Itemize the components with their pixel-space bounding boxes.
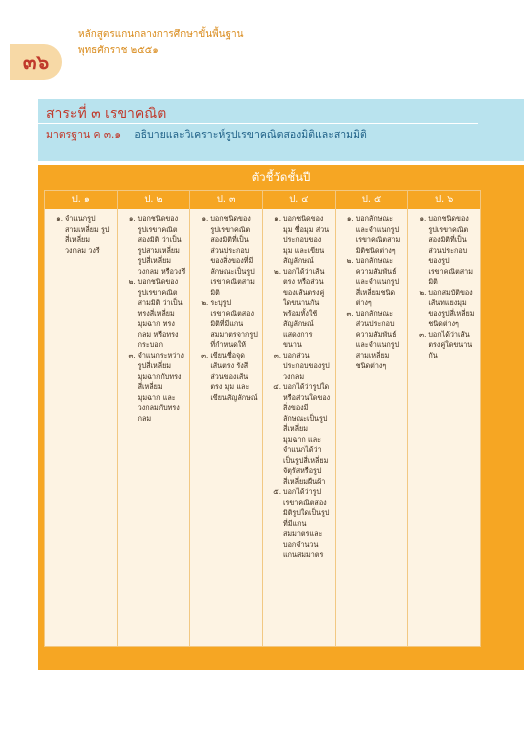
indicator-item — [49, 214, 113, 256]
indicator-item — [122, 214, 186, 277]
indicator-number: ๑. — [201, 214, 209, 223]
grade-label: ป. ๓ — [190, 191, 262, 210]
indicator-text: จำแนกรูปสามเหลี่ยม รูปสี่เหลี่ยม วงกลม วงรี — [65, 214, 110, 255]
indicator-item — [122, 351, 186, 425]
indicator-item — [194, 214, 258, 298]
grade-column — [45, 191, 118, 646]
indicator-item — [267, 351, 331, 383]
indicator-number: ๓. — [419, 329, 427, 339]
indicator-item — [340, 256, 404, 309]
indicator-number: ๑. — [346, 214, 354, 223]
indicator-item — [412, 288, 476, 330]
indicators-grid — [44, 190, 481, 647]
indicator-number: ๕. — [273, 487, 282, 496]
indicator-number: ๓. — [273, 350, 282, 360]
grade-label: ป. ๔ — [263, 191, 335, 210]
indicator-text: บอกสมบัติของเส้นทแยงมุมของรูปสี่เหลี่ยมชนิดต่างๆ — [428, 287, 475, 328]
indicator-number: ๑. — [56, 214, 63, 223]
grade-column — [190, 191, 263, 646]
indicator-text: บอกชนิดของรูปเรขาคณิตสองมิติ ว่าเป็นรูปสามเหลี่ยม รูปสี่เหลี่ยม วงกลม หรือวงรี — [137, 214, 186, 276]
indicator-text: จำแนกระหว่างรูปสี่เหลี่ยมมุมฉากกับทรงสี่เหลี่ยมมุมฉาก และวงกลมกับทรงกลม — [137, 350, 184, 423]
indicator-item — [412, 214, 476, 288]
indicator-text: บอกได้ว่ารูปใดหรือส่วนใดของสิ่งของมีลักษณะเป็นรูปสี่เหลี่ยมมุมฉาก และจำแนกได้ว่าเป็นรูปสี่เหลี่ยมจัตุรัสหรือรูปสี่เหลี่ยมผืนผ้า — [283, 382, 331, 486]
indicator-number: ๒. — [273, 266, 282, 276]
indicator-number: ๑. — [419, 214, 427, 223]
indicator-item — [267, 214, 331, 267]
indicator-list — [45, 210, 117, 256]
indicator-text: บอกส่วนประกอบของรูปวงกลม — [283, 350, 330, 381]
indicator-list — [263, 210, 335, 561]
side-strip — [486, 165, 524, 670]
indicator-number: ๓. — [346, 308, 354, 318]
indicator-text: บอกชนิดของมุม ชื่อมุม ส่วนประกอบของมุม และเขียนสัญลักษณ์ — [283, 214, 330, 265]
section-banner — [38, 99, 524, 161]
indicator-text: บอกได้ว่าเส้นตรงคู่ใดขนานกัน — [428, 329, 473, 360]
indicator-number: ๑. — [274, 214, 282, 223]
grade-label: ป. ๖ — [408, 191, 480, 210]
indicator-number: ๓. — [128, 350, 136, 360]
indicator-text: ระบุรูปเรขาคณิตสองมิติที่มีแกนสมมาตรจากรูปที่กำหนดให้ — [210, 298, 258, 349]
section-divider — [38, 123, 478, 124]
indicator-item — [340, 214, 404, 256]
curriculum-title: หลักสูตรแกนกลางการศึกษาขั้นพื้นฐาน — [78, 29, 244, 40]
indicator-item — [340, 309, 404, 372]
page-number: ๓๖ — [10, 44, 62, 80]
grade-label: ป. ๕ — [336, 191, 408, 210]
indicator-number: ๒. — [346, 256, 354, 265]
indicator-list — [408, 210, 480, 361]
indicator-list — [336, 210, 408, 372]
indicator-number: ๓. — [201, 350, 209, 360]
grade-label: ป. ๒ — [118, 191, 190, 210]
grade-column — [118, 191, 191, 646]
indicator-list — [118, 210, 190, 424]
indicator-item — [267, 487, 331, 561]
grade-column — [408, 191, 480, 646]
section-title: สาระที่ ๓ เรขาคณิต — [46, 106, 167, 122]
indicator-number: ๒. — [128, 277, 136, 286]
indicator-text: เขียนชื่อจุด เส้นตรง รังสี ส่วนของเส้นตรง มุม และเขียนสัญลักษณ์ — [210, 350, 258, 402]
indicator-text: บอกลักษณะส่วนประกอบความสัมพันธ์และจำแนกรูปสามเหลี่ยมชนิดต่างๆ — [355, 308, 400, 370]
standard-line — [46, 126, 367, 143]
indicator-number: ๒. — [201, 298, 209, 307]
table-header: ตัวชี้วัดชั้นปี — [251, 170, 311, 184]
indicators-table — [38, 165, 524, 670]
indicator-item — [412, 330, 476, 362]
grade-column — [263, 191, 336, 646]
running-header — [78, 28, 243, 58]
indicator-text: บอกชนิดของรูปเรขาคณิตสามมิติ ว่าเป็นทรงสี่เหลี่ยมมุมฉาก ทรงกลม หรือทรงกระบอก — [137, 277, 183, 349]
indicator-text: บอกชนิดของรูปเรขาคณิตสองมิติที่เป็นส่วนประกอบของรูปเรขาคณิตสามมิติ — [428, 214, 473, 286]
indicator-item — [194, 298, 258, 351]
grade-label: ป. ๑ — [45, 191, 117, 210]
indicator-text: บอกได้ว่าเส้นตรง หรือส่วนของเส้นตรงคู่ใดขนานกันพร้อมทั้งใช้สัญลักษณ์แสดงการขนาน — [283, 266, 325, 349]
indicator-item — [267, 267, 331, 351]
indicator-list — [190, 210, 262, 403]
indicator-text: บอกชนิดของรูปเรขาคณิตสองมิติที่เป็นส่วนประกอบของสิ่งของที่มีลักษณะเป็นรูปเรขาคณิตสามมิติ — [210, 214, 255, 297]
indicator-text: บอกลักษณะและจำแนกรูปเรขาคณิตสามมิติชนิดต่างๆ — [355, 214, 401, 255]
indicator-item — [267, 382, 331, 487]
standard-text: อธิบายและวิเคราะห์รูปเรขาคณิตสองมิติและสามมิติ — [134, 129, 367, 141]
indicator-text: บอกลักษณะความสัมพันธ์และจำแนกรูปสี่เหลี่ยมชนิดต่างๆ — [355, 256, 400, 307]
indicator-item — [194, 351, 258, 404]
indicator-number: ๒. — [419, 287, 427, 297]
indicator-number: ๔. — [273, 382, 282, 391]
indicator-item — [122, 277, 186, 351]
grade-column — [336, 191, 409, 646]
curriculum-year: พุทธศักราช ๒๕๕๑ — [78, 45, 159, 56]
indicator-text: บอกได้ว่ารูปเรขาคณิตสองมิติรูปใดเป็นรูปที่มีแกนสมมาตรและบอกจำนวนแกนสมมาตร — [283, 487, 330, 559]
standard-label: มาตรฐาน ค ๓.๑ — [46, 129, 122, 141]
indicator-number: ๑. — [128, 214, 136, 223]
